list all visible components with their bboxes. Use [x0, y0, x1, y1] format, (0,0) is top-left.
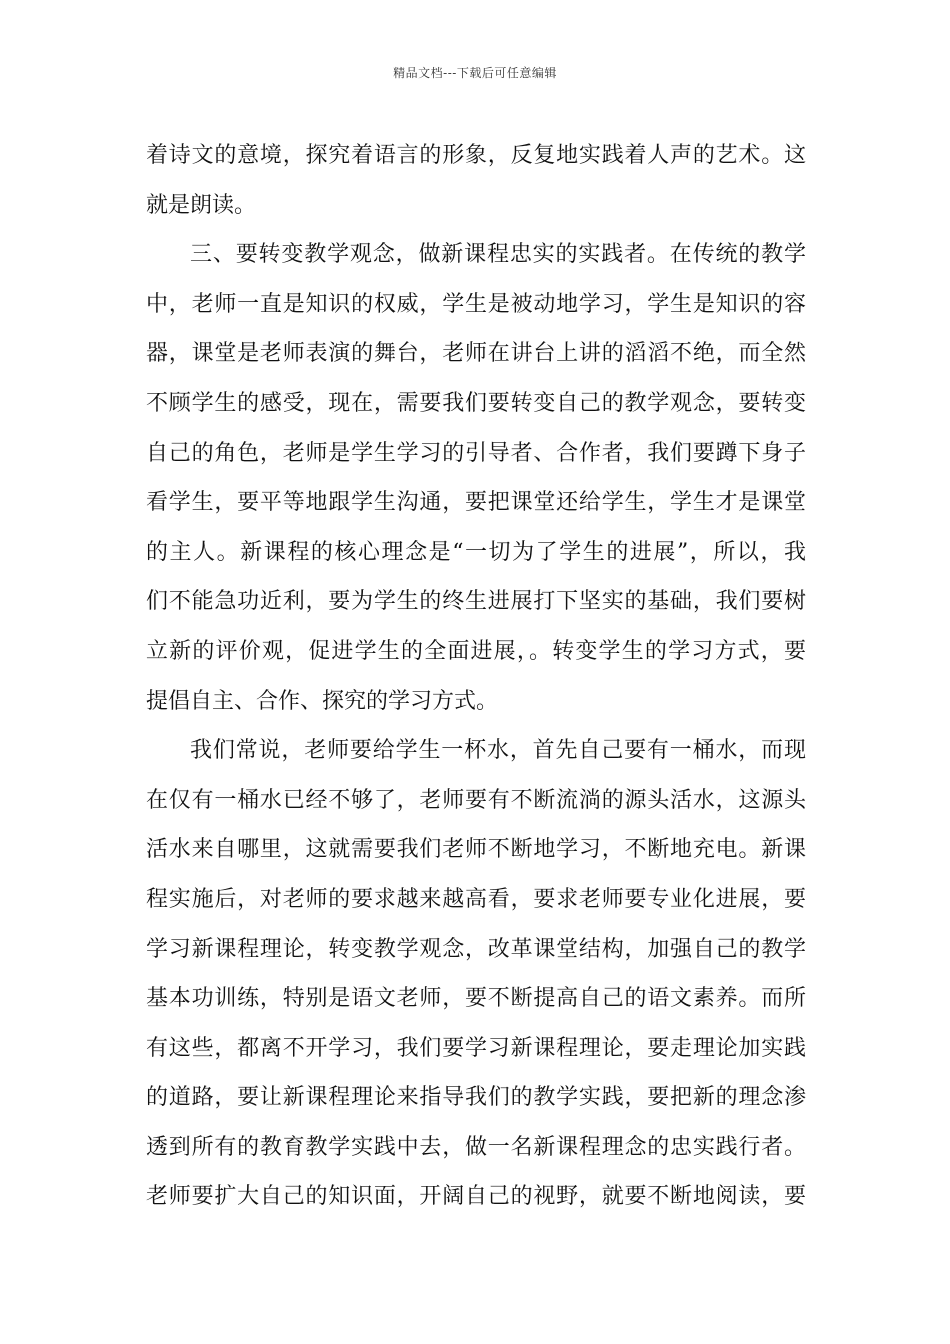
text-line: 程实施后，对老师的要求越来越高看，要求老师要专业化进展，要 — [146, 886, 806, 912]
text-line: 我们常说，老师要给学生一杯水，首先自己要有一桶水，而现 — [190, 738, 806, 764]
text-line: 活水来自哪里，这就需要我们老师不断地学习，不断地充电。新课 — [146, 837, 806, 863]
text-line: 提倡自主、合作、探究的学习方式。 — [146, 688, 499, 714]
document-body — [146, 131, 806, 1222]
text-line: 中，老师一直是知识的权威，学生是被动地学习，学生是知识的容 — [146, 291, 806, 317]
paragraph-3 — [146, 726, 806, 1222]
text-line: 立新的评价观，促进学生的全面进展，。转变学生的学习方式，要 — [146, 638, 806, 664]
text-line: 自己的角色，老师是学生学习的引导者、合作者，我们要蹲下身子 — [146, 440, 806, 466]
paragraph-2 — [146, 230, 806, 726]
text-line: 的主人。新课程的核心理念是“一切为了学生的进展”，所以，我 — [146, 539, 806, 565]
text-line: 着诗文的意境，探究着语言的形象，反复地实践着人声的艺术。这 — [146, 143, 806, 168]
text-line: 学习新课程理论，转变教学观念，改革课堂结构，加强自己的教学 — [146, 936, 806, 962]
text-line: 基本功训练，特别是语文老师，要不断提高自己的语文素养。而所 — [146, 986, 806, 1012]
paragraph-1 — [146, 131, 806, 230]
text-line: 的道路，要让新课程理论来指导我们的教学实践，要把新的理念渗 — [146, 1085, 806, 1111]
text-line: 有这些，都离不开学习，我们要学习新课程理论，要走理论加实践 — [146, 1035, 806, 1061]
text-line: 看学生，要平等地跟学生沟通，要把课堂还给学生，学生才是课堂 — [146, 490, 806, 516]
text-line: 透到所有的教育教学实践中去，做一名新课程理念的忠实践行者。 — [146, 1134, 806, 1160]
text-line: 不顾学生的感受，现在，需要我们要转变自己的教学观念，要转变 — [146, 390, 806, 416]
text-line: 老师要扩大自己的知识面，开阔自己的视野，就要不断地阅读，要 — [146, 1184, 806, 1210]
text-line: 就是朗读。 — [146, 192, 257, 218]
text-line: 三、要转变教学观念，做新课程忠实的实践者。在传统的教学 — [190, 242, 806, 268]
text-line: 们不能急功近利，要为学生的终生进展打下坚实的基础，我们要树 — [146, 589, 806, 615]
text-line: 在仅有一桶水已经不够了，老师要有不断流淌的源头活水，这源头 — [146, 787, 806, 813]
text-line: 器，课堂是老师表演的舞台，老师在讲台上讲的滔滔不绝，而全然 — [146, 341, 806, 367]
page-header: 精品文档---下载后可任意编辑 — [393, 66, 557, 80]
